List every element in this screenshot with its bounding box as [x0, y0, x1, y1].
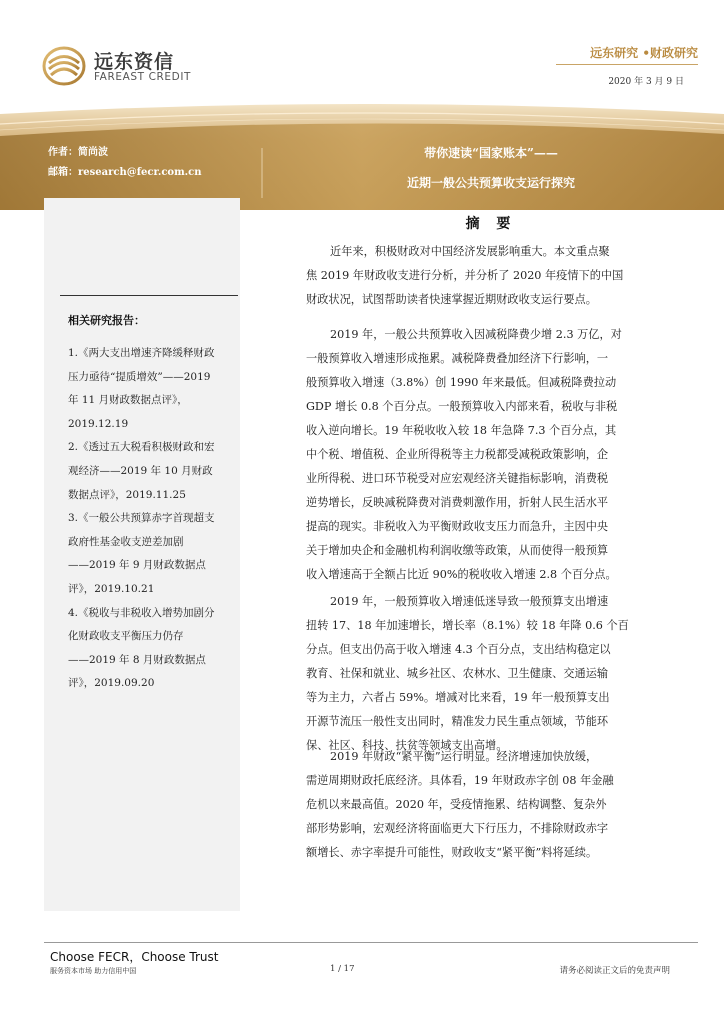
paragraph-line: 财政状况，试图帮助读者快速掌握近期财政收支运行要点。 [306, 293, 597, 306]
related-reports-list [68, 342, 244, 696]
paragraph-line: 教育、社保和就业、城乡社区、农林水、卫生健康、交通运输 [306, 667, 609, 680]
related-report-line[interactable]: 政府性基金收支逆差加剧 [68, 535, 184, 548]
footer-subslogan: 服务资本市场 助力信用中国 [50, 967, 137, 975]
paragraph-line: 2019 年，一般公共预算收入因减税降费少增 2.3 万亿，对 [330, 328, 622, 341]
related-report-line[interactable]: 1.《两大支出增速齐降缓释财政 [68, 347, 215, 359]
paragraph-line: 开源节流压一般性支出同时，精准发力民生重点领域，节能环 [306, 715, 609, 728]
paragraph-line: 逆势增长，反映减税降费对消费刺激作用，折射人民生活水平 [306, 496, 609, 509]
paragraph-line: 焦 2019 年财政收支进行分析，并分析了 2020 年疫情下的中国 [306, 269, 624, 282]
paragraph-line: 收入增速高于全额占比近 90%的税收收入增速 2.8 个百分点。 [306, 568, 617, 581]
paragraph-line: 近年来，积极财政对中国经济发展影响重大。本文重点聚 [330, 245, 610, 258]
disclaimer-notice[interactable]: 请务必阅读正文后的免责声明 [559, 966, 670, 976]
related-report-line[interactable]: 评》，2019.10.21 [68, 582, 155, 595]
footer-divider [44, 942, 698, 943]
header-divider [556, 64, 698, 65]
paragraph-line: 业所得税、进口环节税受对应宏观经济关键指标影响，消费税 [306, 472, 609, 485]
paragraph-line: 额增长、赤字率提升可能性，财政收支“紧平衡”料将延续。 [306, 846, 598, 859]
fareast-logo-icon [42, 46, 86, 86]
report-date: 2020 年 3 月 9 日 [608, 77, 684, 87]
related-report-line[interactable]: 4.《税收与非税收入增势加剧分 [68, 606, 215, 619]
paragraph-line: 2019 年，一般预算收入增速低迷导致一般预算支出增速 [330, 595, 609, 608]
company-logo [42, 44, 232, 90]
related-report-line[interactable]: ——2019 年 9 月财政数据点 [68, 559, 206, 572]
report-title-line-1: 带你速读“国家账本”—— [424, 146, 558, 160]
related-report-line[interactable]: 数据点评》，2019.11.25 [68, 488, 186, 501]
footer-slogan: Choose FECR，Choose Trust [50, 950, 219, 964]
related-report-line[interactable]: 2019.12.19 [68, 417, 129, 430]
related-report-line[interactable]: 化财政收支平衡压力仍存 [68, 630, 184, 643]
paragraph-line: 提高的现实。非税收入为平衡财政收支压力而急升，主因中央 [306, 520, 609, 533]
related-report-line[interactable]: 年 11 月财政数据点评》， [68, 394, 188, 407]
email-contact[interactable]: 邮箱：research@fecr.com.cn [48, 167, 202, 178]
paragraph-line: 部形势影响，宏观经济将面临更大下行压力，不排除财政赤字 [306, 822, 609, 835]
paragraph-line: 收入逆向增长。19 年税收收入较 18 年急降 7.3 个百分点，其 [306, 424, 617, 437]
abstract-paragraph-2 [306, 323, 690, 587]
related-report-line[interactable]: 观经济——2019 年 10 月财政 [68, 464, 213, 477]
related-report-line[interactable]: 2.《透过五大税看积极财政和宏 [68, 441, 215, 454]
paragraph-line: 中个税、增值税、企业所得税等主力税都受减税政策影响，企 [306, 448, 609, 461]
logo-english-name: FAREAST CREDIT [94, 71, 192, 83]
related-report-line[interactable]: 评》，2019.09.20 [68, 677, 155, 690]
abstract-paragraph-4 [306, 745, 690, 865]
abstract-heading: 摘 要 [465, 216, 517, 232]
abstract-paragraph-3 [306, 590, 690, 758]
paragraph-line: 等为主力，六者占 59%。增减对比来看，19 年一般预算支出 [306, 691, 610, 704]
paragraph-line: 关于增加央企和金融机构利润收缴等政策，从而使得一般预算 [306, 544, 609, 557]
related-report-line[interactable]: 压力亟待“提质增效”——2019 [68, 370, 211, 383]
paragraph-line: 危机以来最高值。2020 年，受疫情拖累、结构调整、复杂外 [306, 798, 607, 811]
paragraph-line: GDP 增长 0.8 个百分点。一般预算收入内部来看，税收与非税 [306, 400, 618, 413]
page-number: 1 / 17 [330, 964, 355, 974]
paragraph-line: 需逆周期财政托底经济。具体看，19 年财政赤字创 08 年金融 [306, 774, 614, 787]
author: 作者：简尚波 [48, 147, 108, 158]
logo-chinese-name: 远东资信 [94, 51, 175, 73]
related-report-line[interactable]: 3.《一般公共预算赤字首现超支 [68, 512, 215, 525]
related-report-line[interactable]: ——2019 年 8 月财政数据点 [68, 653, 206, 666]
paragraph-line: 2019 年财政“紧平衡”运行明显。经济增速加快放缓， [330, 750, 598, 763]
paragraph-line: 一般预算收入增速形成拖累。减税降费叠加经济下行影响，一 [306, 352, 609, 365]
paragraph-line: 分点。但支出仍高于收入增速 4.3 个百分点，支出结构稳定以 [306, 643, 611, 656]
related-reports-heading: 相关研究报告： [68, 314, 145, 327]
paragraph-line: 保、社区、科技、扶贫等领域支出高增。 [306, 739, 508, 752]
report-title-line-2: 近期一般公共预算收支运行探究 [406, 176, 575, 190]
paragraph-line: 般预算收入增速（3.8%）创 1990 年来最低。但减税降费拉动 [306, 376, 617, 389]
series-label: 远东研究 •财政研究 [590, 46, 698, 60]
related-reports-divider [60, 295, 238, 296]
abstract-paragraph-1 [306, 240, 690, 312]
paragraph-line: 扭转 17、18 年加速增长，增长率（8.1%）较 18 年降 0.6 个百 [306, 619, 629, 632]
